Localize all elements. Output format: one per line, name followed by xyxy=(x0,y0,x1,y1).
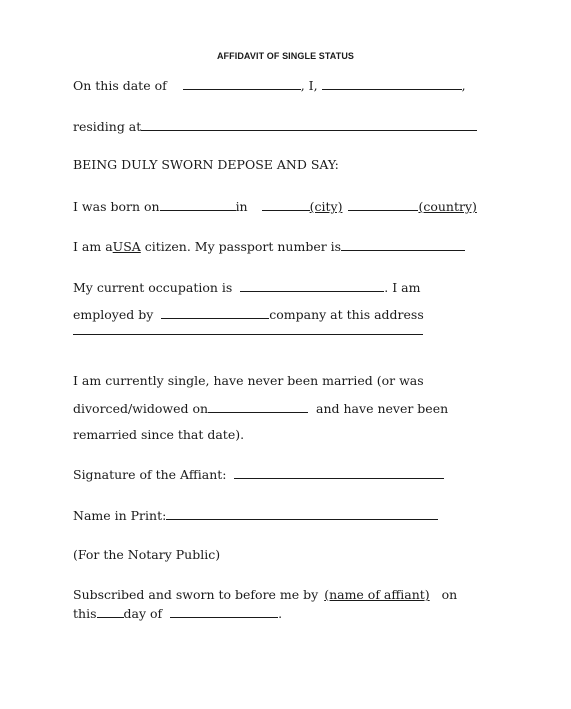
never-been-label: and have never been xyxy=(316,401,449,416)
comma-label: , xyxy=(461,78,466,93)
signature-line xyxy=(73,466,444,483)
divorce-date-blank[interactable] xyxy=(208,400,308,413)
date-blank[interactable] xyxy=(183,77,301,90)
notary-heading-line xyxy=(73,547,220,563)
residence-blank[interactable] xyxy=(141,118,477,131)
signature-label: Signature of the Affiant: xyxy=(73,467,227,482)
remarried-line xyxy=(73,427,244,443)
print-name-blank[interactable] xyxy=(166,507,438,520)
divorce-line xyxy=(73,400,448,417)
notary-heading: (For the Notary Public) xyxy=(73,547,221,562)
passport-blank[interactable] xyxy=(341,238,465,251)
sworn-statement-line xyxy=(73,157,339,173)
employer-line xyxy=(73,306,424,323)
employed-by-label: employed by xyxy=(73,307,154,322)
document-title: AFFIDAVIT OF SINGLE STATUS xyxy=(216,51,355,61)
birth-date-blank[interactable] xyxy=(160,198,236,211)
occupation-label: My current occupation is xyxy=(73,280,233,295)
divorced-label: divorced/widowed on xyxy=(73,401,209,416)
month-blank[interactable] xyxy=(170,605,278,618)
print-name-line xyxy=(73,507,438,524)
this-label: this xyxy=(73,606,97,621)
address-blank[interactable] xyxy=(73,334,423,335)
city-blank-left[interactable] xyxy=(262,198,310,211)
occupation-blank[interactable] xyxy=(240,279,384,292)
i-am-label: I am a xyxy=(73,239,113,254)
signature-blank[interactable] xyxy=(234,466,444,479)
single-status-line xyxy=(73,373,424,389)
subscribed-line xyxy=(73,587,457,603)
city-blank-right[interactable] xyxy=(348,198,398,211)
residence-line xyxy=(73,118,477,135)
city-label: (city) xyxy=(309,199,343,214)
affiant-name-blank[interactable] xyxy=(322,77,462,90)
citizenship-line xyxy=(73,238,465,255)
date-line xyxy=(73,77,466,94)
on-label: on xyxy=(441,587,458,602)
country-blank-gap xyxy=(398,198,418,211)
i-am-2-label: . I am xyxy=(384,280,421,295)
company-address-label: company at this address xyxy=(269,307,424,322)
subscribed-label: Subscribed and sworn to before me by xyxy=(73,587,319,602)
print-name-label: Name in Print: xyxy=(73,508,167,523)
in-label: in xyxy=(235,199,248,214)
i-label: , I, xyxy=(300,78,318,93)
occupation-line xyxy=(73,279,420,296)
born-label: I was born on xyxy=(73,199,160,214)
remarried-text: remarried since that date). xyxy=(73,427,245,442)
day-line xyxy=(73,605,282,622)
period-label: . xyxy=(278,606,283,621)
passport-label: citizen. My passport number is xyxy=(144,239,342,254)
residing-label: residing at xyxy=(73,119,142,134)
single-status-text: I am currently single, have never been married (or was xyxy=(73,373,424,388)
citizenship-value: USA xyxy=(112,239,141,254)
day-of-label: day of xyxy=(123,606,163,621)
day-blank[interactable] xyxy=(97,605,124,618)
date-label: On this date of xyxy=(73,78,167,93)
birth-line xyxy=(73,198,477,215)
affiant-name-label: (name of affiant) xyxy=(324,587,430,602)
sworn-statement: BEING DULY SWORN DEPOSE AND SAY: xyxy=(73,157,339,172)
country-label: (country) xyxy=(418,199,477,214)
employer-blank[interactable] xyxy=(161,306,269,319)
